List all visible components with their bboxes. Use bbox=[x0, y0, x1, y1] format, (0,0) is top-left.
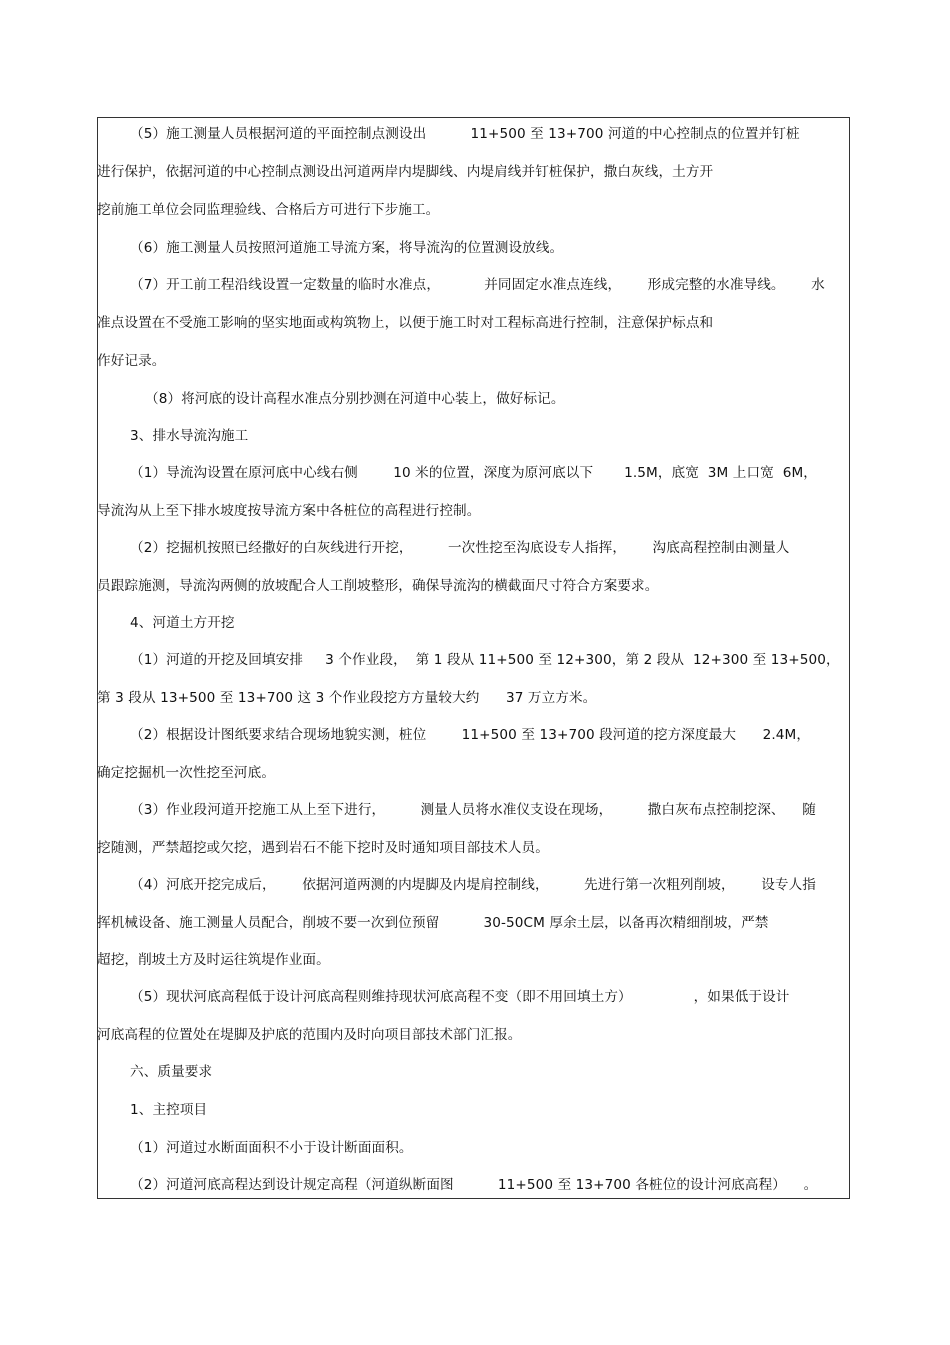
text-line: （1）河道过水断面面积不小于设计断面面积。 bbox=[130, 1140, 413, 1156]
text-line: 导流沟从上至下排水坡度按导流方案中各桩位的高程进行控制。 bbox=[97, 503, 481, 519]
text-line: 超挖，削坡土方及时运往筑堤作业面。 bbox=[97, 952, 330, 968]
text-line: （2）河道河底高程达到设计规定高程（河道纵断面图 11+500 至 13+700 各桩位的设计河底高程） 。 bbox=[130, 1177, 818, 1193]
text-line: 作好记录。 bbox=[97, 353, 166, 369]
text-line: 第 3 段从 13+500 至 13+700 这 3 个作业段挖方方量较大约 37 万立方米。 bbox=[97, 690, 597, 706]
text-line: 确定挖掘机一次性挖至河底。 bbox=[97, 765, 276, 781]
text-line: 挖随测，严禁超挖或欠挖，遇到岩石不能下挖时及时通知项目部技术人员。 bbox=[97, 840, 549, 856]
section-heading: 4、河道土方开挖 bbox=[130, 615, 235, 631]
section-heading: 3、排水导流沟施工 bbox=[130, 428, 249, 444]
text-line: （3）作业段河道开挖施工从上至下进行， 测量人员将水准仪支设在现场， 撒白灰布点控制挖深、 随 bbox=[130, 802, 816, 818]
text-line: 准点设置在不受施工影响的坚实地面或构筑物上，以便于施工时对工程标高进行控制，注意保护标点和 bbox=[97, 315, 714, 331]
text-line: （1）河道的开挖及回填安排 3 个作业段， 第 1 段从 11+500 至 12+300，第 2 段从 12+300 至 13+500， bbox=[130, 652, 840, 668]
text-line: 河底高程的位置处在堤脚及护底的范围内及时向项目部技术部门汇报。 bbox=[97, 1027, 522, 1043]
text-line: （2）根据设计图纸要求结合现场地貌实测，桩位 11+500 至 13+700 段河道的挖方深度最大 2.4M， bbox=[130, 727, 811, 743]
text-line: （5）施工测量人员根据河道的平面控制点测设出 11+500 至 13+700 河道的中心控制点的位置并钉桩 bbox=[130, 126, 800, 142]
text-line: 进行保护，依据河道的中心控制点测设出河道两岸内堤脚线、内堤肩线并钉桩保护，撒白灰线，土方开 bbox=[97, 164, 714, 180]
text-line: 挥机械设备、施工测量人员配合，削坡不要一次到位预留 30-50CM 厚余土层，以备再次精细削坡，严禁 bbox=[97, 915, 769, 931]
section-heading: 1、主控项目 bbox=[130, 1102, 208, 1118]
section-heading: 六、质量要求 bbox=[130, 1064, 213, 1080]
text-line: （6）施工测量人员按照河道施工导流方案，将导流沟的位置测设放线。 bbox=[130, 240, 564, 256]
text-line: （8）将河底的设计高程水准点分别抄测在河道中心装上，做好标记。 bbox=[145, 391, 565, 407]
text-line: 员跟踪施测，导流沟两侧的放坡配合人工削坡整形，确保导流沟的横截面尺寸符合方案要求。 bbox=[97, 578, 659, 594]
text-line: 挖前施工单位会同监理验线、合格后方可进行下步施工。 bbox=[97, 202, 440, 218]
text-line: （5）现状河底高程低于设计河底高程则维持现状河底高程不变（即不用回填土方） ，如果低于设计 bbox=[130, 989, 790, 1005]
text-line: （7）开工前工程沿线设置一定数量的临时水准点， 并同固定水准点连线， 形成完整的水准导线。 水 bbox=[130, 277, 825, 293]
text-line: （4）河底开挖完成后， 依据河道两测的内堤脚及内堤肩控制线， 先进行第一次粗列削坡， 设专人指 bbox=[130, 877, 816, 893]
text-line: （2）挖掘机按照已经撒好的白灰线进行开挖， 一次性挖至沟底设专人指挥， 沟底高程控制由测量人 bbox=[130, 540, 790, 556]
text-line: （1）导流沟设置在原河底中心线右侧 10 米的位置，深度为原河底以下 1.5M，底宽 3M 上口宽 6M， bbox=[130, 465, 817, 481]
